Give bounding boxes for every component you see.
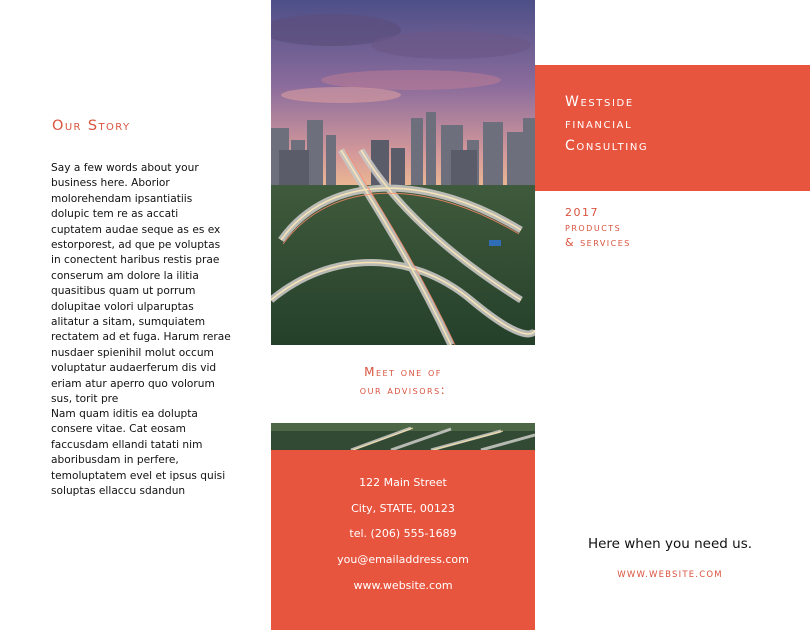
tagline: Here when you need us. [587, 536, 753, 552]
contact-email-link[interactable]: you@emailaddress.com [337, 553, 469, 566]
contact-phone: tel. (206) 555-1689 [349, 527, 457, 540]
products-line-3: & services [565, 236, 631, 249]
contact-address: 122 Main Street [359, 476, 447, 489]
products-line-2: products [565, 221, 622, 234]
contact-city: City, STATE, 00123 [351, 502, 455, 515]
advisors-line-1: Meet one of [364, 365, 442, 379]
products-line-1: 2017 [565, 206, 599, 219]
brand-line-2: financial [565, 116, 633, 132]
footer-website-link[interactable]: WWW.WEBSITE.COM [617, 570, 723, 580]
advisors-line-2: our advisors: [359, 383, 447, 397]
brand-title-band [535, 65, 810, 191]
story-heading: Our Story [52, 118, 131, 134]
brand-title [565, 91, 648, 157]
contact-website-link[interactable]: www.website.com [353, 579, 453, 592]
brand-line-1: Westside [565, 94, 634, 110]
city-highway-photo [271, 0, 535, 345]
story-paragraph-2: Nam quam iditis ea dolupta consere vitae. Cat eosam faccusdam ellandi tatati nim aboribusdam in perfere, temoluptatem evel et ipsus quisi soluptas ellaccu sdandun [51, 408, 226, 498]
brand-line-3: Consulting [565, 138, 649, 154]
products-subtitle [565, 205, 631, 250]
contact-box [271, 450, 535, 630]
story-paragraph-1: Say a few words about your business here. Aborior molorehendam ipsantiatiis dolupic tem re as accati cuptatem audae seque as es ex estorporest, ad que pe voluptas in conectent haribus restis prae conserum am dolore la ilitia quasitibus quam ut porrum dolupitae volori ulparuptas alitatur a sitam, sumquiatem rectatem ad et fuga. Harum rerae nusdaer spienihil molut occum voluptatur audaerferum dis vid eriam atur aperro quo volorum sus, torit pre [51, 162, 231, 406]
meet-advisors-heading [271, 363, 535, 399]
highway-strip-photo [271, 423, 535, 450]
